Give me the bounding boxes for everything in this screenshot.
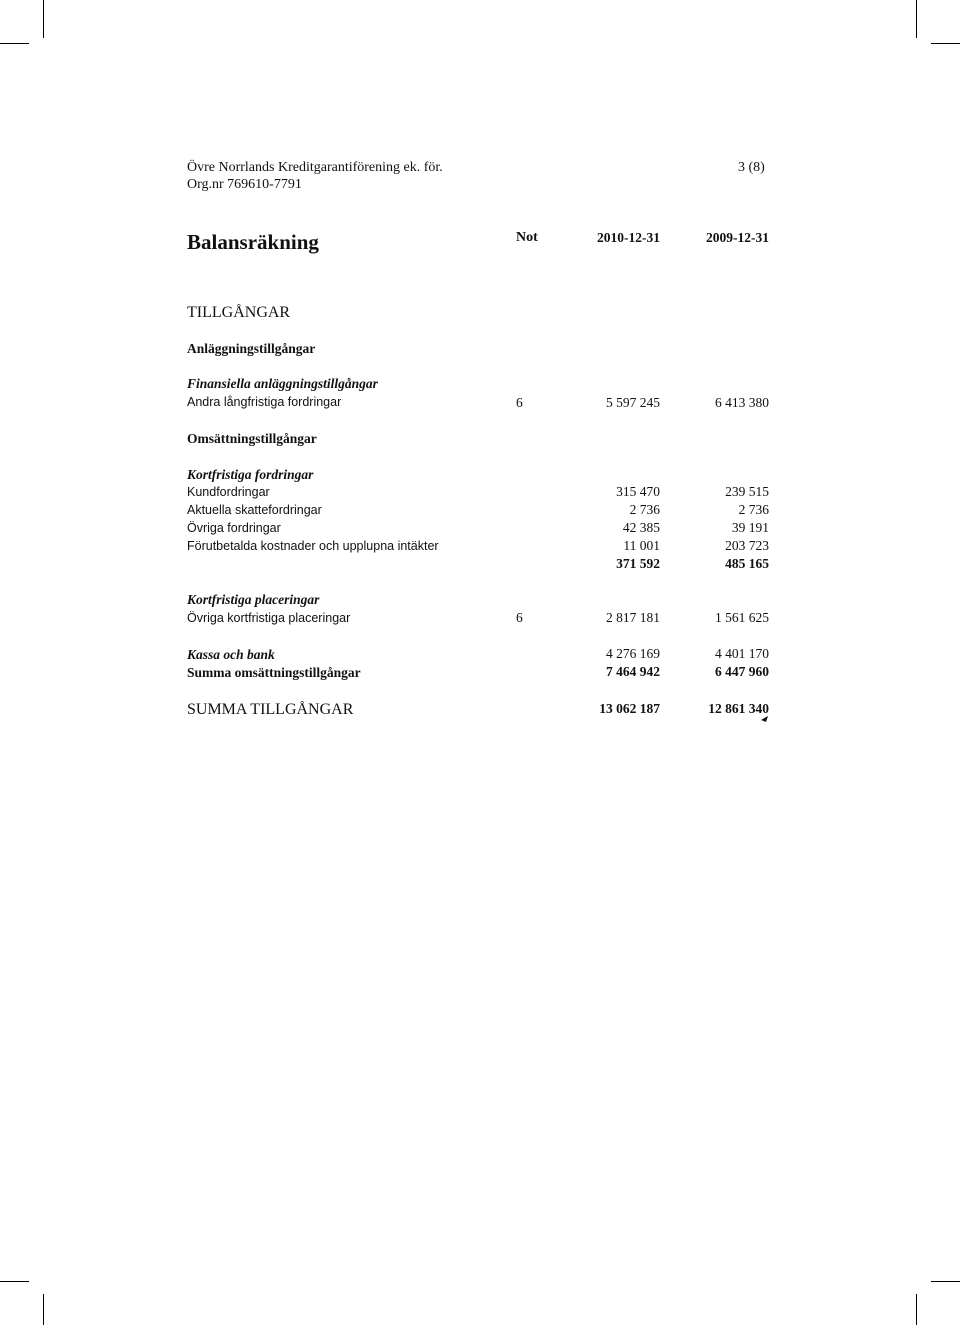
value-2009-kassa-och-bank: 4 401 170 bbox=[715, 646, 769, 661]
column-header-not: Not bbox=[516, 230, 538, 245]
value-2009-ovriga-placeringar: 1 561 625 bbox=[715, 610, 769, 625]
crop-mark-bottom-right-horizontal bbox=[931, 1281, 960, 1282]
handwritten-mark bbox=[760, 714, 770, 723]
page-title: Balansräkning bbox=[187, 230, 319, 254]
value-2010-kassa-och-bank: 4 276 169 bbox=[606, 646, 660, 661]
subtotal-2009-fordringar: 485 165 bbox=[725, 556, 769, 571]
subheading-kortfristiga-placeringar: Kortfristiga placeringar bbox=[187, 592, 320, 607]
crop-mark-bottom-right-vertical bbox=[916, 1294, 917, 1325]
row-label-forutbetalda: Förutbetalda kostnader och upplupna intäkter bbox=[187, 539, 439, 553]
page-number: 3 (8) bbox=[738, 160, 765, 175]
value-2010-kundfordringar: 315 470 bbox=[616, 484, 660, 499]
value-2010-summa-omsattningstillgangar: 7 464 942 bbox=[606, 664, 660, 679]
value-2010-summa-tillgangar: 13 062 187 bbox=[599, 701, 660, 716]
value-2009-summa-omsattningstillgangar: 6 447 960 bbox=[715, 664, 769, 679]
value-2009-andra-langfristiga: 6 413 380 bbox=[715, 395, 769, 410]
row-label-summa-tillgangar: SUMMA TILLGÅNGAR bbox=[187, 701, 354, 718]
value-2009-forutbetalda: 203 723 bbox=[725, 538, 769, 553]
crop-mark-top-right-vertical bbox=[916, 0, 917, 38]
row-label-kundfordringar: Kundfordringar bbox=[187, 485, 270, 499]
subheading-omsattningstillgangar: Omsättningstillgångar bbox=[187, 431, 317, 446]
subtotal-2010-fordringar: 371 592 bbox=[616, 556, 660, 571]
value-2010-forutbetalda: 11 001 bbox=[623, 538, 660, 553]
subheading-kortfristiga-fordringar: Kortfristiga fordringar bbox=[187, 467, 314, 482]
section-heading-tillgangar: TILLGÅNGAR bbox=[187, 304, 291, 321]
row-label-kassa-och-bank: Kassa och bank bbox=[187, 647, 275, 662]
subheading-finansiella: Finansiella anläggningstillgångar bbox=[187, 376, 378, 391]
row-label-ovriga-fordringar: Övriga fordringar bbox=[187, 521, 281, 535]
crop-mark-top-left-vertical bbox=[43, 0, 44, 38]
crop-mark-top-left-horizontal bbox=[0, 43, 29, 44]
value-2009-summa-tillgangar: 12 861 340 bbox=[708, 701, 769, 716]
row-note-ovriga-placeringar: 6 bbox=[516, 610, 523, 625]
value-2010-ovriga-placeringar: 2 817 181 bbox=[606, 610, 660, 625]
organization-number: Org.nr 769610-7791 bbox=[187, 177, 302, 192]
value-2009-ovriga-fordringar: 39 191 bbox=[731, 520, 769, 535]
crop-mark-bottom-left-horizontal bbox=[0, 1281, 29, 1282]
crop-mark-top-right-horizontal bbox=[931, 43, 960, 44]
row-label-summa-omsattningstillgangar: Summa omsättningstillgångar bbox=[187, 665, 361, 680]
subheading-anlaggningstillgangar: Anläggningstillgångar bbox=[187, 341, 316, 356]
row-label-andra-langfristiga: Andra långfristiga fordringar bbox=[187, 395, 342, 409]
organization-name: Övre Norrlands Kreditgarantiförening ek. för. bbox=[187, 160, 443, 175]
value-2010-aktuella-skattefordringar: 2 736 bbox=[629, 502, 660, 517]
row-note-andra-langfristiga: 6 bbox=[516, 395, 523, 410]
row-label-ovriga-placeringar: Övriga kortfristiga placeringar bbox=[187, 611, 351, 625]
column-header-2010: 2010-12-31 bbox=[597, 230, 660, 245]
value-2009-kundfordringar: 239 515 bbox=[725, 484, 769, 499]
value-2009-aktuella-skattefordringar: 2 736 bbox=[738, 502, 769, 517]
value-2010-ovriga-fordringar: 42 385 bbox=[622, 520, 660, 535]
column-header-2009: 2009-12-31 bbox=[706, 230, 769, 245]
crop-mark-bottom-left-vertical bbox=[43, 1294, 44, 1325]
value-2010-andra-langfristiga: 5 597 245 bbox=[606, 395, 660, 410]
row-label-aktuella-skattefordringar: Aktuella skattefordringar bbox=[187, 503, 322, 517]
